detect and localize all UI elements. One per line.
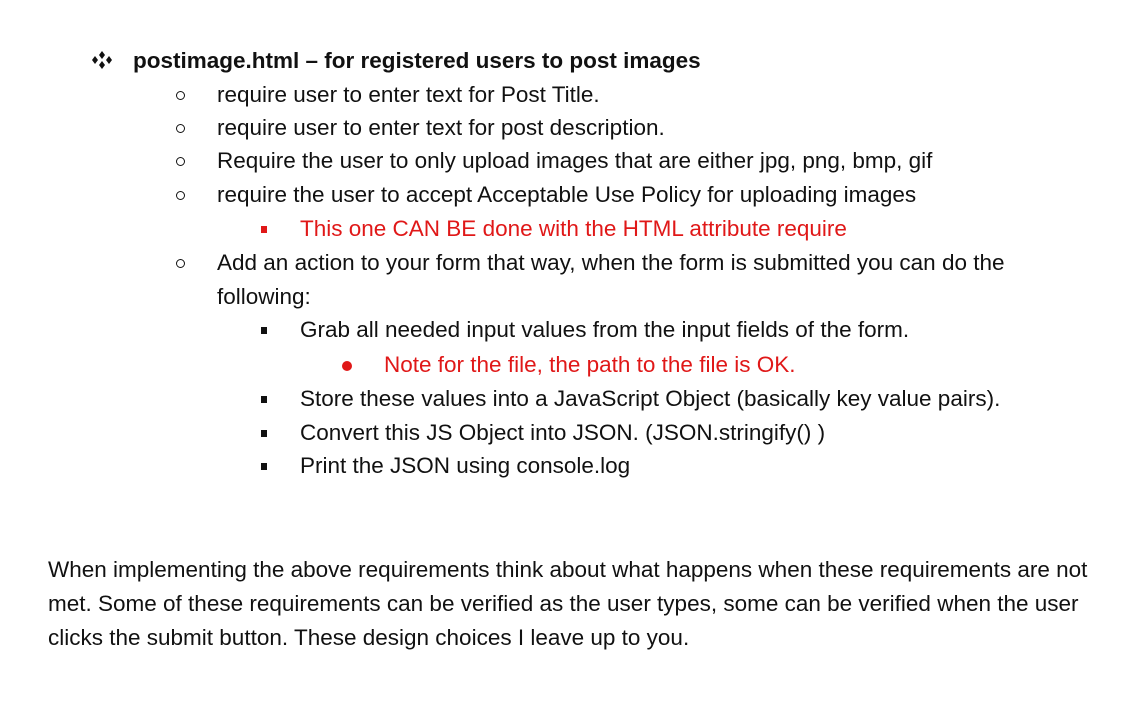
requirement-item: require user to enter text for post description. — [217, 115, 665, 140]
circle-bullet-icon — [176, 191, 185, 200]
closing-paragraph: When implementing the above requirements think about what happens when these requirements are not met. Some of these requirements can be verified as the user types, some can be verified when the user clicks the submit button. These design choices I leave up to you. — [48, 557, 1088, 650]
section-heading: postimage.html – for registered users to post images — [133, 48, 701, 73]
four-diamond-bullet-icon — [90, 50, 114, 70]
requirement-item: require user to enter text for Post Title. — [217, 82, 600, 107]
dot-bullet-icon — [342, 361, 352, 371]
requirement-item: require the user to accept Acceptable Use Policy for uploading images — [217, 182, 917, 207]
action-step-store: Store these values into a JavaScript Object (basically key value pairs). — [300, 386, 1001, 411]
circle-bullet-icon — [176, 157, 185, 166]
action-step-convert: Convert this JS Object into JSON. (JSON.stringify() ) — [300, 420, 826, 445]
circle-bullet-icon — [176, 91, 185, 100]
policy-note: This one CAN BE done with the HTML attribute require — [300, 216, 847, 241]
circle-bullet-icon — [176, 259, 185, 268]
square-bullet-icon — [261, 463, 267, 470]
file-note: Note for the file, the path to the file is OK. — [384, 352, 796, 377]
action-step-print: Print the JSON using console.log — [300, 453, 631, 478]
square-bullet-icon — [261, 396, 267, 403]
square-bullet-icon — [261, 327, 267, 334]
action-step-grab: Grab all needed input values from the input fields of the form. — [300, 317, 910, 342]
action-item-line2: following: — [217, 284, 311, 309]
action-item-line1: Add an action to your form that way, when the form is submitted you can do the — [217, 250, 1005, 275]
circle-bullet-icon — [176, 124, 185, 133]
requirement-item: Require the user to only upload images that are either jpg, png, bmp, gif — [217, 148, 933, 173]
square-bullet-icon — [261, 226, 267, 233]
square-bullet-icon — [261, 430, 267, 437]
